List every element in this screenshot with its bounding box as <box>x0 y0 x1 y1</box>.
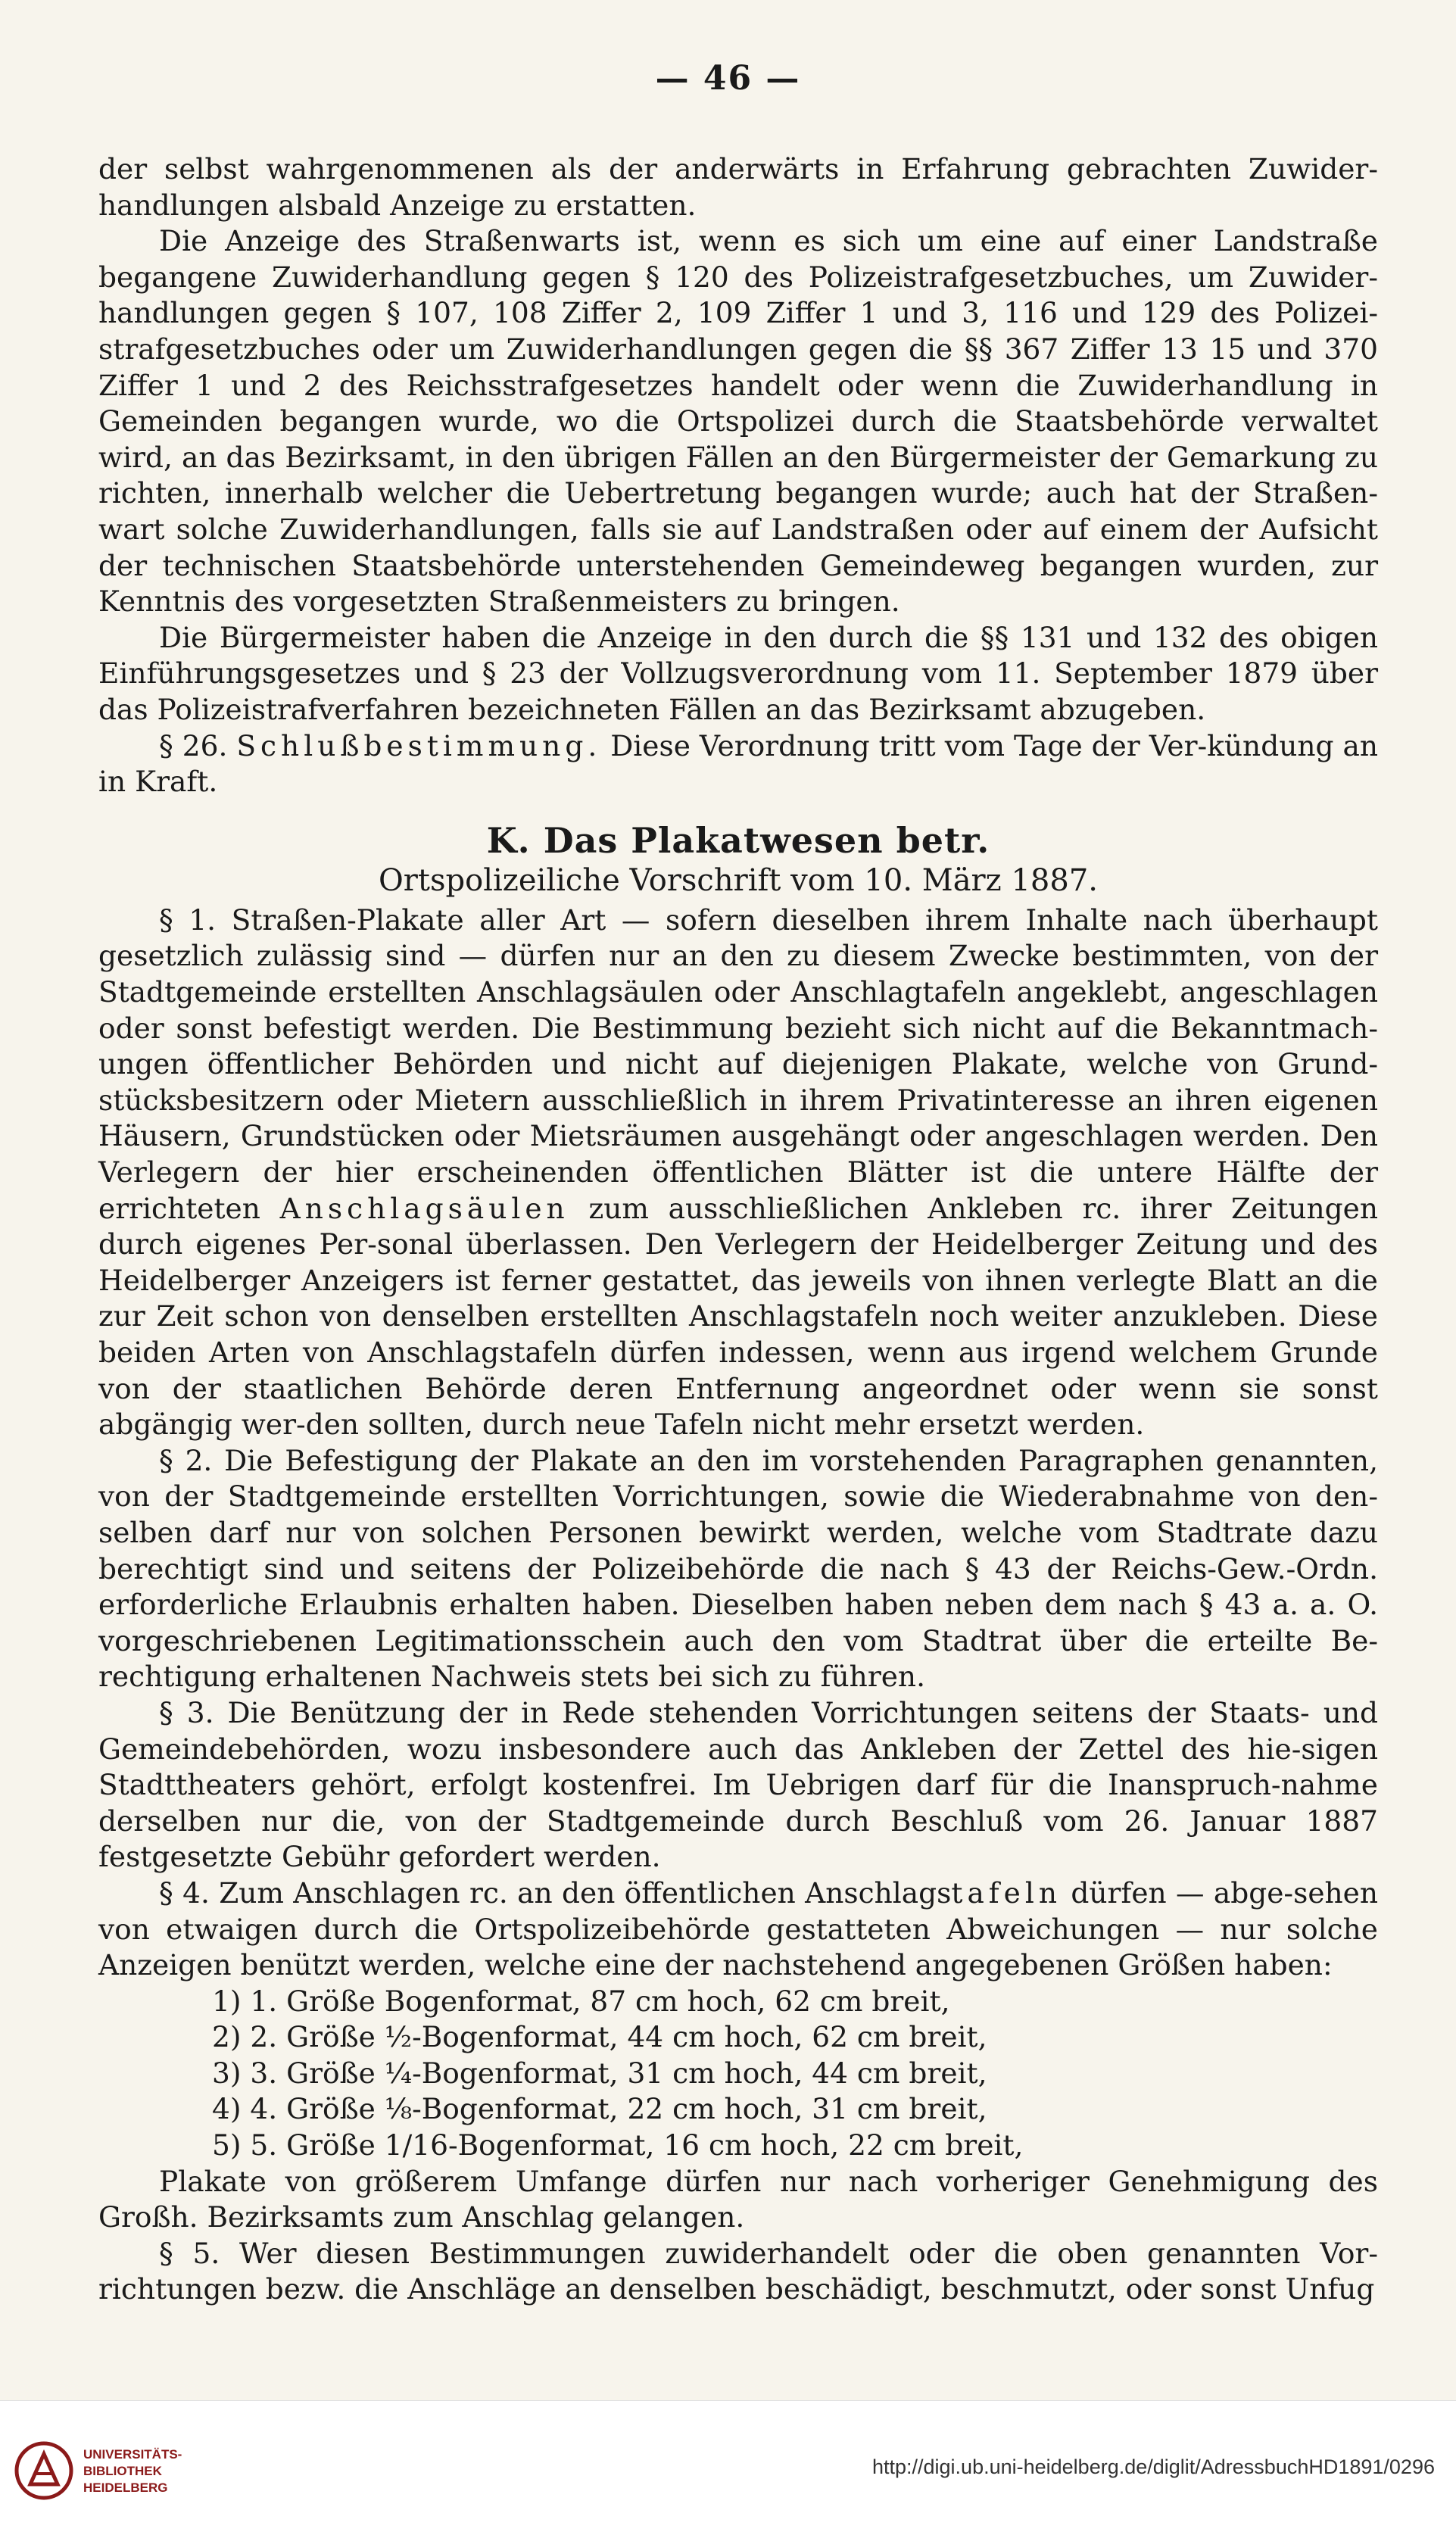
logo-line: BIBLIOTHEK <box>83 2464 162 2478</box>
footer-bar <box>0 2400 1456 2535</box>
list-item: 2) 2. Größe ½-Bogenformat, 44 cm hoch, 62 cm breit, <box>212 2020 987 2054</box>
paragraph-s5: § 5. Wer diesen Bestimmungen zuwiderhandelt oder die oben genannten Vor-richtungen bezw. die Anschläge an denselben beschädigt, beschmutzt, oder sonst Unfug <box>98 2236 1378 2306</box>
section-title: K. Das Plakatwesen betr. <box>486 819 990 861</box>
page-body <box>98 151 1378 2308</box>
list-item: 1) 1. Größe Bogenformat, 87 cm hoch, 62 cm breit, <box>212 1984 950 2018</box>
spaced-word: Anschlagsäulen <box>279 1191 569 1225</box>
paragraph-s4 <box>98 1876 1378 1984</box>
paragraph-s2: § 2. Die Befestigung der Plakate an den im vorstehenden Paragraphen genannten, von der Stadtgemeinde erstellten Vorrichtungen, sowie die Wiederabnahme von den-selben darf nur von solchen Personen bewirkt werden, welche vom Stadtrate dazu berechtigt sind und seitens der Polizeibehörde die nach § 43 der Reichs-Gew.-Ordn. erforderliche Erlaubnis erhalten haben. Dieselben haben neben dem nach § 43 a. a. O. vorgeschriebenen Legitimationsschein auch den vom Stadtrat über die erteilte Be-rechtigung erhaltenen Nachweis stets bei sich zu führen. <box>98 1443 1378 1694</box>
paragraph-text: § 4. Zum Anschlagen rc. an den öffentlichen Anschlags <box>159 1876 952 1910</box>
section-number: § 26. <box>159 728 228 762</box>
list-item: 3) 3. Größe ¼-Bogenformat, 31 cm hoch, 44 cm breit, <box>212 2056 987 2090</box>
spaced-word: tafeln <box>951 1876 1062 1910</box>
section-subtitle: Ortspolizeiliche Vorschrift vom 10. März 1887. <box>379 863 1098 899</box>
logo-line: UNIVERSITÄTS- <box>83 2447 182 2462</box>
paragraph-continuation: der selbst wahrgenommenen als der anderwärts in Erfahrung gebrachten Zuwider-handlungen alsbald Anzeige zu erstatten. <box>98 152 1378 222</box>
source-url-link[interactable]: http://digi.ub.uni-heidelberg.de/diglit/AdressbuchHD1891/0296 <box>871 2455 1435 2478</box>
paragraph-text: § 1. Straßen-Plakate aller Art — sofern dieselben ihrem Inhalte nach überhaupt gesetzlich zulässig sind — dürfen nur an den zu diesem Zwecke bestimmten, von der Stadtgemeinde erstellten Anschlagsäulen oder Anschlagtafeln angeklebt, angeschlagen oder sonst befestigt werden. Die Bestimmung bezieht sich nicht auf die Bekanntmach-ungen öffentlicher Behörden und nicht auf diejenigen Plakate, welche von Grund-stücksbesitzern oder Mietern ausschließlich in ihrem Privatinteresse an ihren eigenen Häusern, Grundstücken oder Mietsräumen ausgehängt oder angeschlagen werden. Den Verlegern der hier erscheinenden öffentlichen Blätter ist die untere Hälfte der errichteten <box>98 903 1378 1225</box>
paragraph-text: zum ausschließlichen Ankleben rc. ihrer Zeitungen durch eigenes Per-sonal überlassen. Den Verlegern der Heidelberger Zeitung und des Heidelberger Anzeigers ist ferner gestattet, das jeweils von ihnen verlegte Blatt an die zur Zeit schon von denselben erstellten Anschlagstafeln noch weiter anzukleben. Diese beiden Arten von Anschlagstafeln dürfen indessen, wenn aus irgend welchem Grunde von der staatlichen Behörde deren Entfernung angeordnet oder wenn sie sonst abgängig wer-den sollten, durch neue Tafeln nicht mehr ersetzt werden. <box>98 1191 1378 1442</box>
library-emblem-icon <box>14 2440 74 2501</box>
paragraph-strassenwart: Die Anzeige des Straßenwarts ist, wenn es sich um eine auf einer Landstraße begangene Zuwiderhandlung gegen § 120 des Polizeistrafgesetzbuches, um Zuwider-handlungen gegen § 107, 108 Ziffer 2, 109 Ziffer 1 und 3, 116 und 129 des Polizei-strafgesetzbuches oder um Zuwiderhandlungen gegen die §§ 367 Ziffer 13 15 und 370 Ziffer 1 und 2 des Reichsstrafgesetzes handelt oder wenn die Zuwiderhandlung in Gemeinden begangen wurde, wo die Ortspolizei durch die Staatsbehörde verwaltet wird, an das Bezirksamt, in den übrigen Fällen an den Bürgermeister der Gemarkung zu richten, innerhalb welcher die Uebertretung begangen wurde; auch hat der Straßen-wart solche Zuwiderhandlungen, falls sie auf Landstraßen oder auf einem der Aufsicht der technischen Staatsbehörde unterstehenden Gemeindeweg begangen wurden, zur Kenntnis des vorgesetzten Straßenmeisters zu bringen. <box>98 224 1378 619</box>
logo-line: HEIDELBERG <box>83 2480 168 2495</box>
list-item: 5) 5. Größe 1/16-Bogenformat, 16 cm hoch, 22 cm breit, <box>212 2128 1024 2162</box>
list-item: 4) 4. Größe ⅛-Bogenformat, 22 cm hoch, 31 cm breit, <box>212 2092 987 2126</box>
paragraph-s3: § 3. Die Benützung der in Rede stehenden Vorrichtungen seitens der Staats- und Gemeindebehörden, wozu insbesondere auch das Ankleben der Zettel des hie-sigen Stadttheaters gehört, erfolgt kostenfrei. Im Uebrigen darf für die Inanspruch-nahme derselben nur die, von der Stadtgemeinde durch Beschluß vom 26. Januar 1887 festgesetzte Gebühr gefordert werden. <box>98 1695 1378 1874</box>
page-number: — 46 — <box>655 59 801 98</box>
paragraph-s4-after: Plakate von größerem Umfange dürfen nur nach vorheriger Genehmigung des Großh. Bezirksamts zum Anschlag gelangen. <box>98 2164 1378 2234</box>
paragraph-buergermeister: Die Bürgermeister haben die Anzeige in den durch die §§ 131 und 132 des obigen Einführungsgesetzes und § 23 der Vollzugsverordnung vom 11. September 1879 über das Polizeistrafverfahren bezeichneten Fällen an das Bezirksamt abzugeben. <box>98 620 1378 726</box>
paragraph-text: Diese Verordnung tritt vom Tage der Ver-kündung an in Kraft. <box>98 728 1378 799</box>
library-name <box>83 2446 182 2496</box>
spaced-heading: Schlußbestimmung. <box>236 728 602 762</box>
library-logo[interactable] <box>14 2433 180 2508</box>
size-list <box>98 1984 1378 2164</box>
paragraph-s1 <box>98 903 1378 1443</box>
paragraph-text: dürfen — abge-sehen von etwaigen durch die Ortspolizeibehörde gestatteten Abweichungen — nur solche Anzeigen benützt werden, welche eine der nachstehend angegebenen Größen haben: <box>98 1876 1379 1982</box>
paragraph-schlussbestimmung <box>98 728 1378 800</box>
